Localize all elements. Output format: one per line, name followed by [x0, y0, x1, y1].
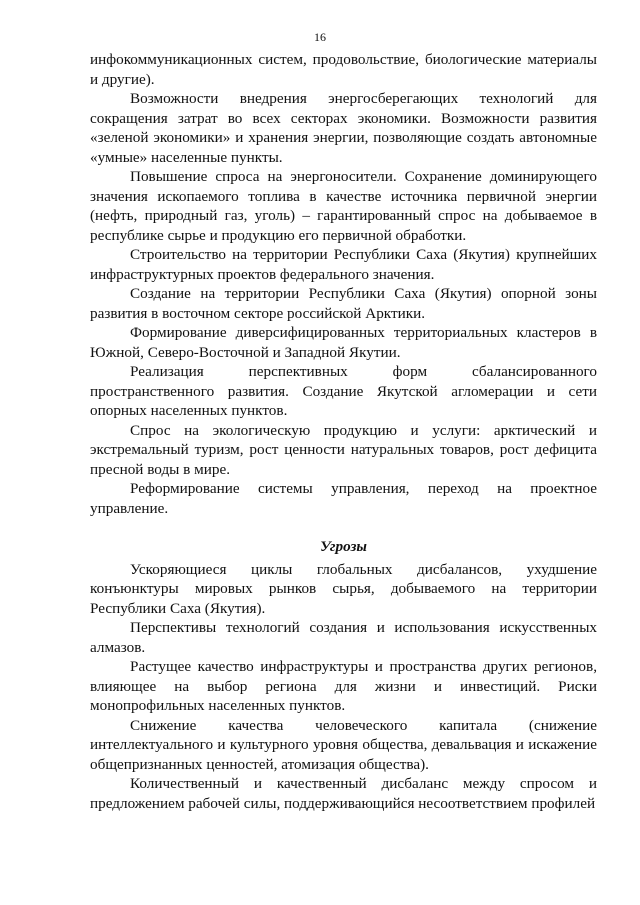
paragraph-continuation: инфокоммуникационных систем, продовольствие, биологические материалы и другие).	[90, 51, 597, 88]
section-heading-threats: Угрозы	[320, 538, 367, 555]
paragraph-spatial-development: Реализация перспективных форм сбалансированного пространственного развития. Создание Якутской агломерации и сети опорных населенных пунктов.	[90, 363, 597, 419]
paragraph-clusters: Формирование диверсифицированных территориальных кластеров в Южной, Северо-Восточной и Западной Якутии.	[90, 324, 597, 361]
paragraph-artificial-diamonds: Перспективы технологий создания и использования искусственных алмазов.	[90, 619, 597, 656]
paragraph-energy-demand: Повышение спроса на энергоносители. Сохранение доминирующего значения ископаемого топлива в качестве источника первичной энергии (нефть, природный газ, уголь) – гарантированный спрос на добываемое в республике сырье и продукцию его первичной обработки.	[90, 168, 597, 244]
paragraph-management-reform: Реформирование системы управления, переход на проектное управление.	[90, 480, 597, 517]
paragraph-global-imbalances: Ускоряющиеся циклы глобальных дисбалансов, ухудшение конъюнктуры мировых рынков сырья, добываемого на территории Республики Саха (Якутия).	[90, 560, 597, 617]
paragraph-other-regions: Растущее качество инфраструктуры и пространства других регионов, влияющее на выбор региона для жизни и инвестиций. Риски монопрофильных населенных пунктов.	[90, 658, 597, 714]
paragraph-labor-imbalance: Количественный и качественный дисбаланс между спросом и предложением рабочей силы, поддерживающийся несоответствием профилей	[90, 775, 597, 812]
page-number: 16	[314, 30, 326, 44]
paragraph-infrastructure-projects: Строительство на территории Республики Саха (Якутия) крупнейших инфраструктурных проектов федерального значения.	[90, 246, 597, 283]
paragraph-eco-demand: Спрос на экологическую продукцию и услуги: арктический и экстремальный туризм, рост ценности натуральных товаров, рост дефицита пресной воды в мире.	[90, 421, 597, 478]
page-body	[90, 50, 597, 813]
paragraph-arctic-zone: Создание на территории Республики Саха (Якутия) опорной зоны развития в восточном секторе российской Арктики.	[90, 285, 597, 322]
paragraph-energy-saving: Возможности внедрения энергосберегающих технологий для сокращения затрат во всех секторах экономики. Возможности развития «зеленой экономики» и хранения энергии, позволяющие создать автономные «умные» населенные пункты.	[90, 90, 597, 166]
paragraph-human-capital: Снижение качества человеческого капитала (снижение интеллектуального и культурного уровня общества, девальвация и искажение общепризнанных ценностей, атомизация общества).	[90, 716, 597, 773]
